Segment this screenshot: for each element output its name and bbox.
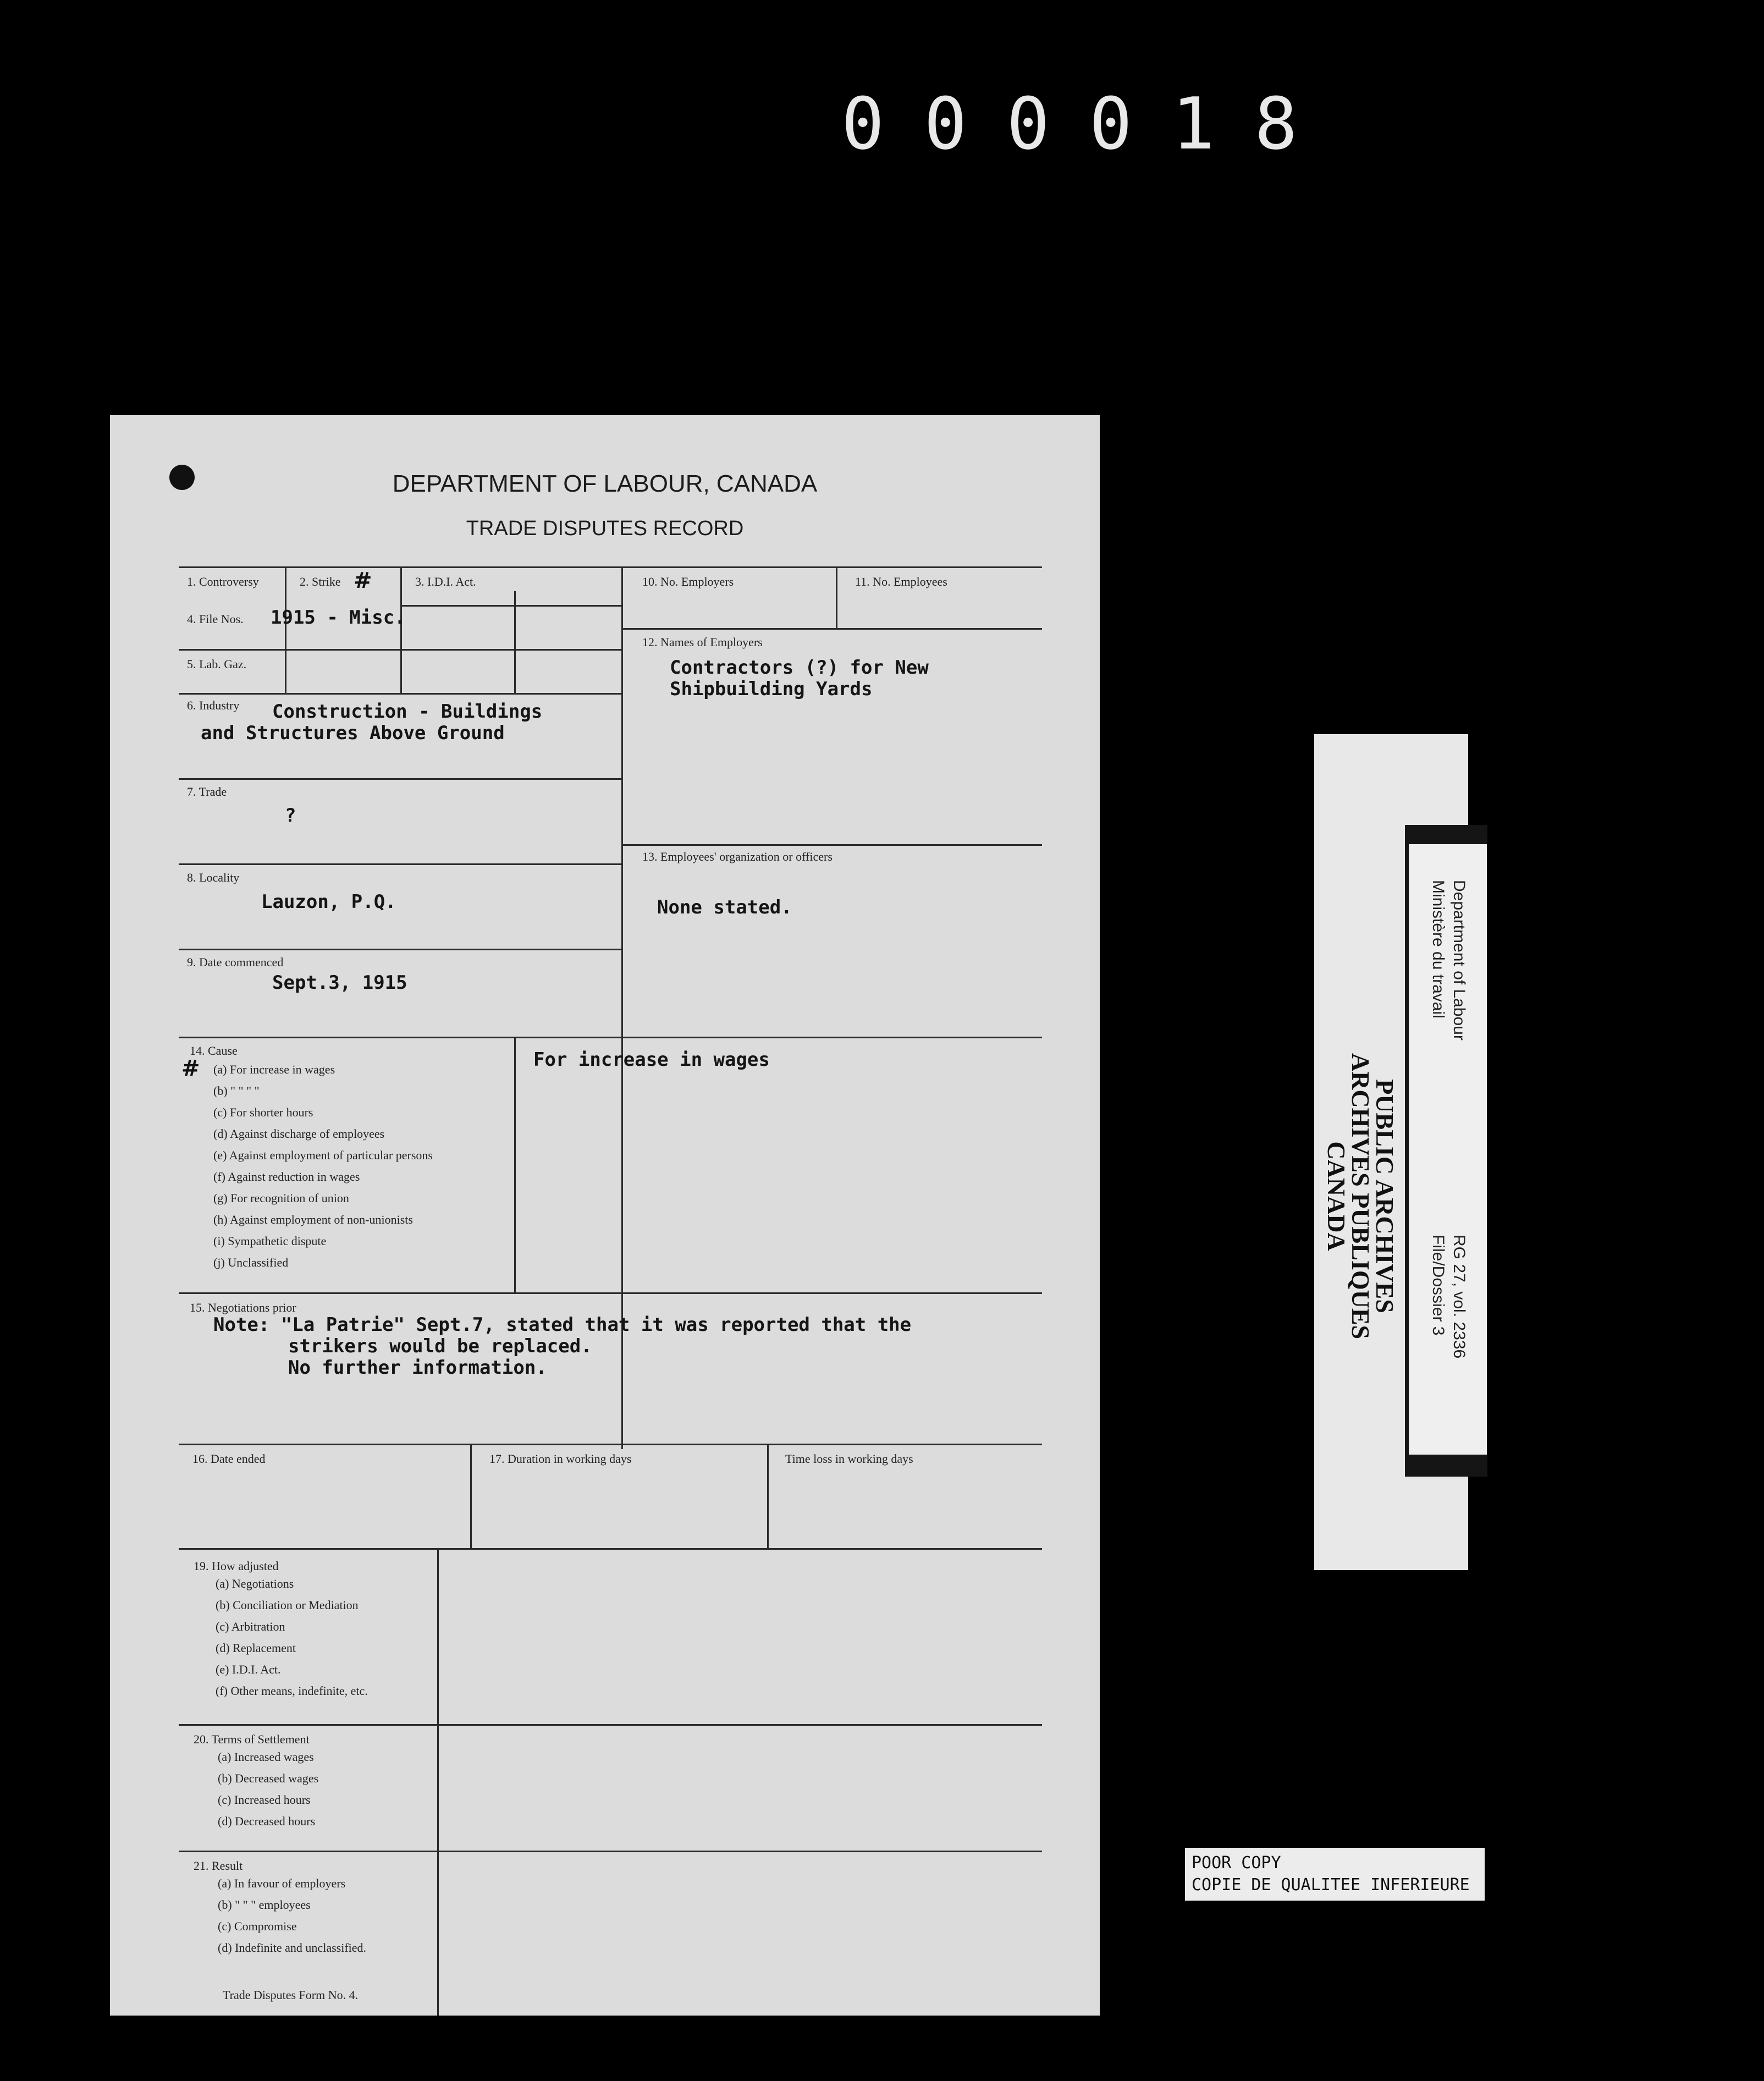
cause-option-i: (i) Sympathetic dispute [213, 1234, 327, 1248]
rule [179, 778, 621, 780]
how-adjusted-options [216, 1573, 368, 1702]
duration-label: 17. Duration in working days [489, 1452, 632, 1466]
controversy-label: 1. Controversy [187, 575, 259, 588]
date-commenced-label: 9. Date commenced [187, 955, 284, 969]
negotiations-label: 15. Negotiations prior [190, 1301, 296, 1314]
form-number: Trade Disputes Form No. 4. [223, 1988, 359, 2002]
no-employers-label: 10. No. Employers [642, 575, 734, 588]
form-title: DEPARTMENT OF LABOUR, CANADA [392, 470, 818, 497]
how-adjusted-label: 19. How adjusted [194, 1559, 279, 1573]
cause-option-j: (j) Unclassified [213, 1256, 289, 1269]
names-employers-line-2: Shipbuilding Yards [670, 678, 873, 700]
locality-value: Lauzon, P.Q. [261, 891, 396, 913]
rule [767, 1444, 769, 1548]
department-text [1427, 880, 1469, 1040]
archives-line-2: ARCHIVES PUBLIQUES [1347, 1053, 1375, 1340]
archives-line-3: CANADA [1322, 1141, 1350, 1251]
rule [179, 863, 621, 865]
result-option-d: (d) Indefinite and unclassified. [218, 1941, 367, 1955]
names-employers-value [670, 657, 929, 700]
how-adjusted-option-f: (f) Other means, indefinite, etc. [216, 1684, 368, 1698]
form-subtitle: TRADE DISPUTES RECORD [466, 517, 744, 540]
rule [179, 649, 621, 651]
idi-act-label: 3. I.D.I. Act. [415, 575, 476, 588]
how-adjusted-option-d: (d) Replacement [216, 1641, 296, 1655]
cause-option-h: (h) Against employment of non-unionists [213, 1213, 413, 1226]
rule [470, 1444, 472, 1548]
org-officers-value: None stated. [657, 896, 792, 918]
trade-disputes-form [110, 415, 1100, 2016]
org-officers-label: 13. Employees' organization or officers [642, 850, 833, 863]
how-adjusted-option-e: (e) I.D.I. Act. [216, 1662, 281, 1676]
terms-option-b: (b) Decreased wages [218, 1771, 319, 1785]
trade-value: ? [285, 805, 296, 827]
terms-option-a: (a) Increased wages [218, 1750, 314, 1764]
result-option-a: (a) In favour of employers [218, 1876, 346, 1890]
result-option-b: (b) " " " employees [218, 1898, 311, 1912]
result-options [218, 1873, 366, 1958]
result-label: 21. Result [194, 1859, 243, 1873]
department-line-1: Department of Labour [1450, 880, 1468, 1040]
archives-line-1: PUBLIC ARCHIVES [1371, 1079, 1399, 1313]
trade-label: 7. Trade [187, 785, 227, 799]
rule [514, 1037, 516, 1292]
industry-line-2: and Structures Above Ground [201, 722, 505, 744]
reference-line-2: File/Dossier 3 [1429, 1235, 1447, 1336]
time-loss-label: Time loss in working days [785, 1452, 913, 1466]
industry-line-1: Construction - Buildings [272, 701, 543, 723]
how-adjusted-option-c: (c) Arbitration [216, 1620, 285, 1633]
rule [400, 605, 621, 607]
strike-label: 2. Strike [300, 575, 341, 588]
cause-option-d: (d) Against discharge of employees [213, 1127, 385, 1141]
frame-number: 000018 [841, 82, 1337, 166]
cause-options [213, 1059, 433, 1273]
rule [179, 566, 1042, 568]
terms-option-c: (c) Increased hours [218, 1793, 311, 1807]
no-employees-label: 11. No. Employees [855, 575, 947, 588]
rule [179, 1444, 1042, 1445]
cause-option-e: (e) Against employment of particular persons [213, 1148, 433, 1162]
lab-gaz-label: 5. Lab. Gaz. [187, 657, 247, 671]
rule [437, 1548, 439, 2016]
archives-stamp [1324, 1020, 1397, 1372]
rule [400, 566, 402, 693]
locality-label: 8. Locality [187, 871, 240, 884]
reference-text [1427, 1235, 1469, 1358]
file-nos-label: 4. File Nos. [187, 612, 244, 626]
cause-label: 14. Cause [190, 1044, 238, 1058]
rule [179, 1292, 1042, 1294]
industry-label: 6. Industry [187, 698, 240, 712]
cause-option-f: (f) Against reduction in wages [213, 1170, 360, 1183]
cause-option-a: (a) For increase in wages [213, 1062, 335, 1076]
date-commenced-value: Sept.3, 1915 [272, 972, 407, 994]
rule [621, 844, 1042, 846]
names-employers-line-1: Contractors (?) for New [670, 657, 929, 679]
strike-mark: # [354, 568, 372, 593]
how-adjusted-option-b: (b) Conciliation or Mediation [216, 1598, 359, 1612]
terms-label: 20. Terms of Settlement [194, 1732, 310, 1746]
poor-copy-line-1: POOR COPY [1192, 1853, 1281, 1873]
rule [179, 693, 621, 695]
cause-mark: # [181, 1056, 200, 1081]
how-adjusted-option-a: (a) Negotiations [216, 1577, 294, 1590]
reference-line-1: RG 27, vol. 2336 [1450, 1235, 1468, 1359]
negotiations-line-3: No further information. [288, 1357, 547, 1379]
department-line-2: Ministère du travail [1429, 880, 1447, 1019]
poor-copy-line-2: COPIE DE QUALITEE INFERIEURE [1192, 1875, 1470, 1895]
cause-value: For increase in wages [533, 1049, 770, 1071]
file-nos-value: 1915 - Misc. [271, 607, 406, 629]
rule [285, 566, 286, 693]
rule [179, 1037, 1042, 1038]
terms-options [218, 1746, 318, 1832]
result-option-c: (c) Compromise [218, 1919, 297, 1933]
names-employers-label: 12. Names of Employers [642, 635, 763, 649]
negotiations-line-1: Note: "La Patrie" Sept.7, stated that it was reported that the [213, 1314, 912, 1336]
negotiations-value [213, 1314, 911, 1379]
rule [179, 949, 621, 950]
rule [179, 1548, 1042, 1550]
negotiations-line-2: strikers would be replaced. [288, 1335, 592, 1357]
cause-option-b: (b) " " " " [213, 1084, 260, 1098]
date-ended-label: 16. Date ended [192, 1452, 266, 1466]
cause-option-g: (g) For recognition of union [213, 1191, 349, 1205]
rule [179, 1851, 1042, 1852]
poor-copy-label [1185, 1848, 1485, 1901]
rule [179, 1724, 1042, 1726]
rule [621, 628, 1042, 630]
industry-value [201, 701, 542, 744]
rule [836, 566, 837, 630]
cause-option-c: (c) For shorter hours [213, 1105, 313, 1119]
terms-option-d: (d) Decreased hours [218, 1814, 316, 1828]
